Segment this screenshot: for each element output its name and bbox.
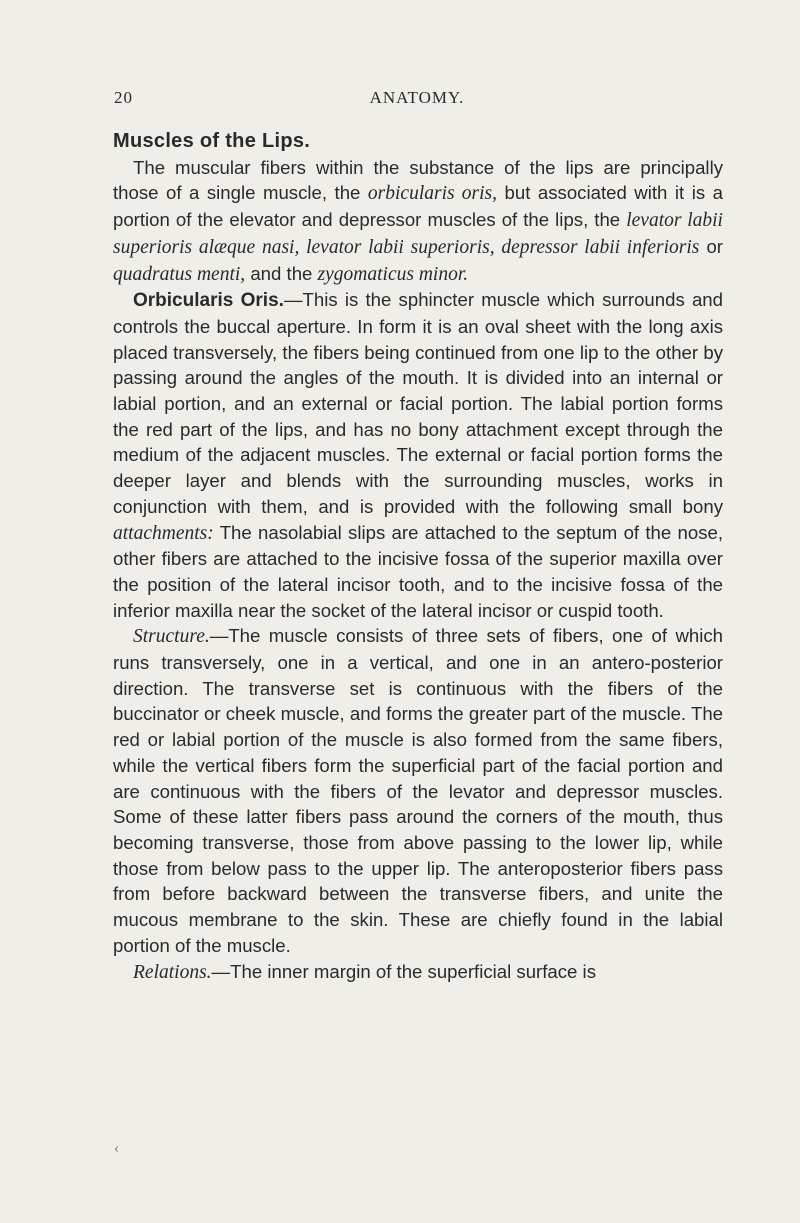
intro-text-4: and the (245, 262, 318, 284)
intro-term-orbicularis-oris: orbicularis oris, (367, 183, 498, 205)
structure-heading: Structure. (133, 626, 210, 648)
intro-text-2: but associated with it is a portion of the elevator and depressor muscles of the lips, the (113, 182, 723, 231)
intro-paragraph (113, 155, 723, 288)
running-head (114, 88, 720, 112)
section-heading: Muscles of the Lips. (113, 130, 311, 152)
page-number: 20 (114, 88, 133, 107)
intro-text-3: or (699, 235, 723, 257)
body-text (113, 128, 723, 985)
footer-mark: ‹ (114, 1142, 120, 1157)
orbicularis-term-attachments: attachments: (113, 522, 214, 544)
header-title: ANATOMY. (369, 88, 465, 107)
section-heading-line (113, 128, 723, 155)
orbicularis-heading: Orbicularis Oris. (133, 290, 284, 312)
relations-heading: Relations. (133, 961, 212, 983)
intro-term-zygomaticus-minor: zygomaticus minor. (317, 263, 469, 285)
intro-text-1: The muscular fibers within the substance of the lips are principally those of a single muscle, the (113, 156, 723, 204)
orbicularis-text-1: —This is the sphincter muscle which surrounds and controls the buccal aperture. In form it is an oval sheet with the long axis placed transversely, the fibers being continued from one lip to the other by passing around the angles of the mouth. It is divided into an internal or labial portion, and an external or facial portion. The labial portion forms the red part of the lips, and has no bony attachment except through the medium of the adjacent muscles. The external or facial portion forms the deeper layer and blends with the surrounding muscles, works in conjunction with them, and is provided with the following small bony (113, 289, 723, 517)
structure-text: —The muscle consists of three sets of fibers, one of which runs transversely, one in a vertical, and one in an antero-posterior direction. The transverse set is continuous with the fibers of the buccinator or cheek muscle, and forms the greater part of the muscle. The red or labial portion of the muscle is also formed from the same fibers, while the vertical fibers form the superficial part of the facial portion and are continuous with the fibers of the levator and depressor muscles. Some of these latter fibers pass around the corners of the mouth, thus becoming transverse, those from above passing to the lower lip, while those from below pass to the upper lip. The anteroposterior fibers pass from before backward between the transverse fibers, and unite the mucous membrane to the skin. These are chiefly found in the labial portion of the muscle. (113, 625, 723, 956)
orbicularis-text-2: The nasolabial slips are attached to the septum of the nose, other fibers are attached to the incisive fossa of the superior maxilla over the position of the lateral incisor tooth, and to the incisive fossa of the inferior maxilla near the socket of the lateral incisor or cuspid tooth. (113, 521, 723, 621)
intro-term-levators: levator labii superioris alæque nasi, levator labii superioris, depressor labii inferioris (113, 210, 723, 258)
relations-paragraph (113, 959, 723, 986)
relations-text: —The inner margin of the superficial surface is (211, 960, 596, 982)
orbicularis-paragraph (113, 287, 723, 623)
structure-paragraph (113, 623, 723, 958)
intro-term-quadratus-menti: quadratus menti, (113, 263, 246, 285)
